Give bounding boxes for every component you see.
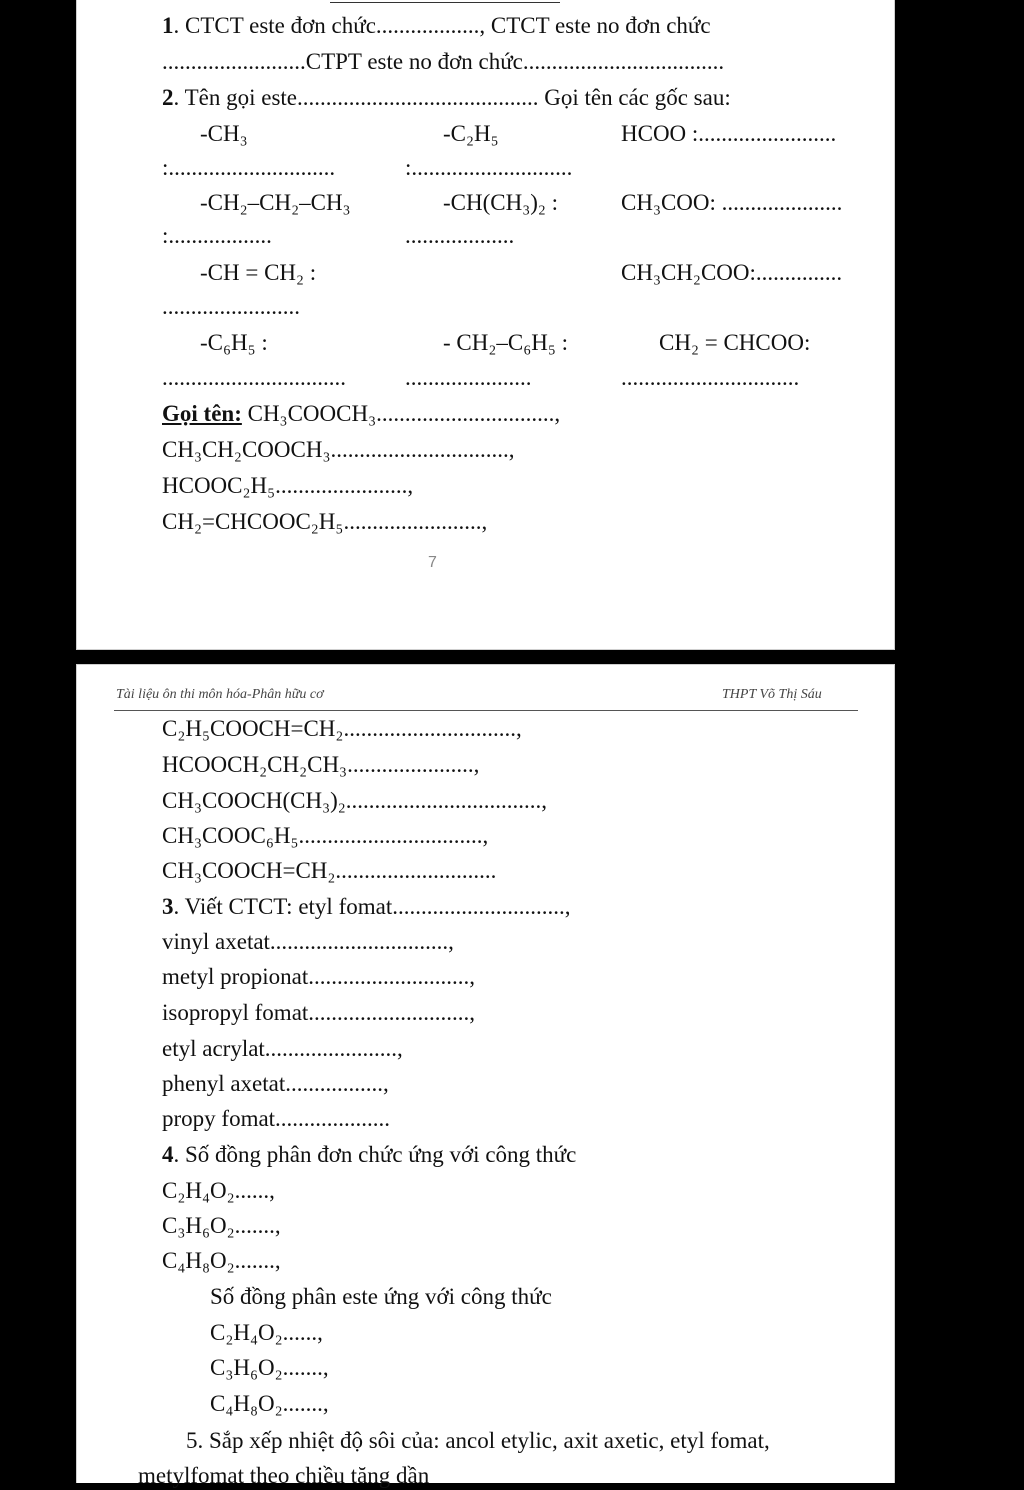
ctct-item: isopropyl fomat............................, xyxy=(162,1000,476,1025)
header-right: THPT Võ Thị Sáu xyxy=(722,687,822,702)
radical-hcoo: HCOO :........................ xyxy=(621,121,837,146)
answer-dots: :.................. xyxy=(162,223,272,248)
answer-dots: ................... xyxy=(405,223,515,248)
ctct-item: metyl propionat............................, xyxy=(162,964,476,989)
naming-line-3: HCOOC₂H₅......................., xyxy=(162,473,414,498)
question-1-line-1: 1. CTCT este đơn chức.................., CTCT este no đơn chức xyxy=(162,13,711,38)
answer-dots: ........................ xyxy=(162,294,300,319)
radical-ch3ch2coo: CH₃CH₂COO:............... xyxy=(621,260,843,285)
question-1-line-2: .........................CTPT este no đơn chức................................... xyxy=(162,49,725,74)
radical-phenyl: -C₆H₅ : xyxy=(200,330,268,355)
naming-line-1: Gọi tên: CH₃COOCH₃..............................., xyxy=(162,401,561,426)
answer-dots: ...................... xyxy=(405,365,532,390)
ctct-item: propy fomat.................... xyxy=(162,1106,391,1131)
naming-line-7: CH₃COOCH(CH₃)₂.................................., xyxy=(162,788,548,813)
answer-dots: :............................. xyxy=(162,155,336,180)
naming-label: Gọi tên: xyxy=(162,401,242,426)
top-rule xyxy=(330,2,560,3)
question-5-line-2: metylfomat theo chiều tăng dần xyxy=(138,1463,430,1488)
radical-ch3coo: CH₃COO: ..................... xyxy=(621,190,843,215)
radical-acrylate: CH₂ = CHCOO: xyxy=(659,330,811,355)
header-rule xyxy=(114,710,858,711)
naming-line-9: CH₃COOCH=CH₂............................ xyxy=(162,858,497,883)
radical-benzyl: - CH₂–C₆H₅ : xyxy=(443,330,569,355)
header-left: Tài liệu ôn thi môn hóa-Phân hữu cơ xyxy=(116,687,324,702)
radical-vinyl: -CH = CH₂ : xyxy=(200,260,317,285)
question-4: 4. Số đồng phân đơn chức ứng với công thức xyxy=(162,1142,577,1167)
formula-item: C₂H₄O₂......, xyxy=(162,1178,275,1203)
naming-line-6: HCOOCH₂CH₂CH₃......................, xyxy=(162,752,480,777)
page-number: 7 xyxy=(428,554,437,571)
radical-isopropyl: -CH(CH₃)₂ : xyxy=(443,190,559,215)
formula-item: C₃H₆O₂......., xyxy=(162,1213,281,1238)
formula-item: C₄H₈O₂......., xyxy=(162,1248,281,1273)
ctct-item: phenyl axetat................., xyxy=(162,1071,389,1096)
question-2-line: 2. Tên gọi este.......................................... Gọi tên các gốc sau: xyxy=(162,85,731,110)
answer-dots: ............................... xyxy=(621,365,800,390)
answer-dots: :............................ xyxy=(405,155,573,180)
ctct-item: vinyl axetat..............................., xyxy=(162,929,454,954)
naming-line-8: CH₃COOC₆H₅................................, xyxy=(162,823,489,848)
question-5-line-1: 5. Sắp xếp nhiệt độ sôi của: ancol etylic, axit axetic, etyl fomat, xyxy=(186,1428,770,1453)
naming-line-4: CH₂=CHCOOC₂H₅........................, xyxy=(162,509,488,534)
formula-item: C₂H₄O₂......, xyxy=(210,1320,323,1345)
radical-c2h5: -C₂H₅ xyxy=(443,121,499,146)
answer-dots: ................................ xyxy=(162,365,346,390)
radical-ch3: -CH₃ xyxy=(200,121,248,146)
radical-propyl: -CH₂–CH₂–CH₃ xyxy=(200,190,351,215)
naming-line-5: C₂H₅COOCH=CH₂.............................., xyxy=(162,716,522,741)
naming-line-2: CH₃CH₂COOCH₃..............................., xyxy=(162,437,515,462)
question-4b: Số đồng phân este ứng với công thức xyxy=(210,1284,552,1309)
question-3: 3. Viết CTCT: etyl fomat.............................., xyxy=(162,894,571,919)
ctct-item: etyl acrylat......................., xyxy=(162,1036,403,1061)
formula-item: C₄H₈O₂......., xyxy=(210,1391,329,1416)
formula-item: C₃H₆O₂......., xyxy=(210,1355,329,1380)
